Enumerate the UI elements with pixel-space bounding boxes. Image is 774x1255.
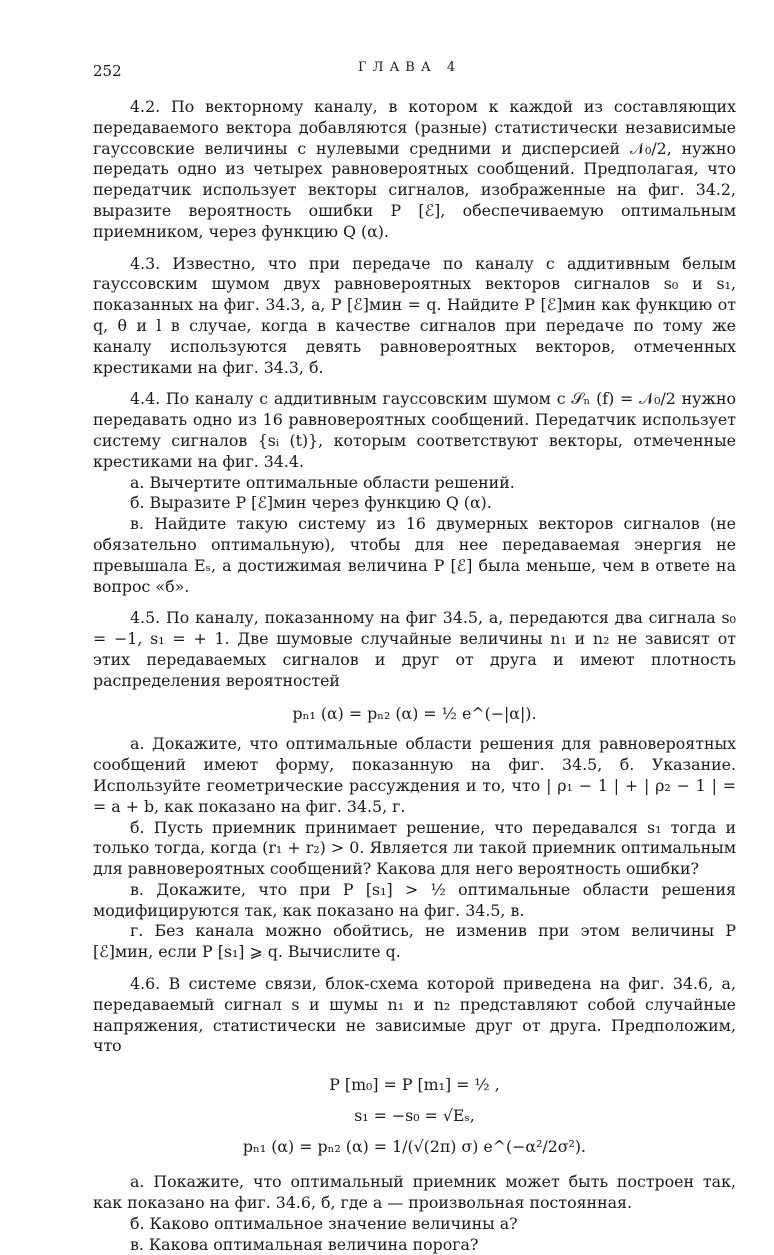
problem-4-2: 4.2. По векторному каналу, в котором к каждой из составляющих передаваемого вектора добавляются (разные) статистически независимые гауссовские величины с нулевыми средними и дисперсией 𝒩₀/2, нужно передать одно из четырех равновероятных сообщений. Предполагая, что передатчик использует векторы сигналов, изображенные на фиг. 34.2, выразите вероятность ошибки P [ℰ], обеспечиваемую оптимальным приемником, через функцию Q (α).: [93, 97, 736, 241]
formula-priors: P [m₀] = P [m₁] = ½ ,: [329, 1075, 500, 1095]
problem-4-5-a: а. Докажите, что оптимальные области решения для равновероятных сообщений имеют форму, показанную на фиг. 34.5, б. Указание. Используйте геометрические рассуждения и то, что | ρ₁ − 1 | + | ρ₂ − 1 | = = a + b, как показано на фиг. 34.5, г.: [93, 734, 736, 816]
chapter-title: ГЛАВА 4: [358, 60, 462, 75]
problem-4-5-b: б. Пусть приемник принимает решение, что передавался s₁ тогда и только тогда, когда (r₁ + r₂) > 0. Является ли такой приемник оптимальным для равновероятных сообщений? Какова для него вероятность ошибки?: [93, 817, 736, 879]
problem-4-5: 4.5. По каналу, показанному на фиг 34.5, а, передаются два сигнала s₀ = −1, s₁ = + 1. Две шумовые случайные величины n₁ и n₂ не зависят от этих передаваемых сигналов и друг от друга и имеют плотность распределения вероятностей: [93, 608, 736, 690]
problem-4-4-c: в. Найдите такую систему из 16 двумерных векторов сигналов (не обязательно оптимальную), чтобы для нее передаваемая энергия не превышала Eₛ, а достижимая величина P [ℰ] была меньше, чем в ответе на вопрос «б».: [93, 514, 736, 596]
formula-block-4-6: [93, 1069, 736, 1162]
problem-4-6-b: б. Каково оптимальное значение величины a?: [130, 1213, 518, 1233]
problem-4-6-a: а. Покажите, что оптимальный приемник может быть построен так, как показано на фиг. 34.6, б, где a — произвольная постоянная.: [93, 1172, 736, 1213]
formula-gaussian: pₙ₁ (α) = pₙ₂ (α) = 1/(√(2π) σ) e^(−α²/2σ²).: [242, 1137, 587, 1157]
problem-4-4: 4.4. По каналу с аддитивным гауссовским шумом с 𝒮ₙ (f) = 𝒩₀/2 нужно передавать одно из 16 равновероятных сообщений. Передатчик использует систему сигналов {sᵢ (t)}, которым соответствуют векторы, отмеченные крестиками на фиг. 34.4.: [93, 389, 736, 471]
formula-noise-density: pₙ₁ (α) = pₙ₂ (α) = ½ e^(−|α|).: [292, 703, 537, 723]
problem-4-4-a: а. Вычертите оптимальные области решений.: [130, 472, 515, 492]
problem-4-6-c: в. Какова оптимальная величина порога?: [130, 1234, 479, 1254]
problem-4-5-d: г. Без канала можно обойтись, не изменив при этом величины P [ℰ]мин, если P [s₁] ⩾ q. Вычислите q.: [93, 921, 736, 962]
formula-signals: s₁ = −s₀ = √Eₛ,: [354, 1106, 475, 1126]
problem-4-6: 4.6. В системе связи, блок-схема которой приведена на фиг. 34.6, а, передаваемый сигнал s и шумы n₁ и n₂ представляют собой случайные напряжения, статистически не зависимые друг от друга. Предположим, что: [93, 974, 736, 1056]
page-content: [93, 97, 736, 1255]
problem-4-3: 4.3. Известно, что при передаче по каналу с аддитивным белым гауссовским шумом двух равновероятных векторов сигналов s₀ и s₁, показанных на фиг. 34.3, а, P [ℰ]мин = q. Найдите P [ℰ]мин как функцию от q, θ и l в случае, когда в качестве сигналов при передаче по тому же каналу используются девять равновероятных векторов, отмеченных крестиками на фиг. 34.3, б.: [93, 253, 736, 377]
problem-4-4-b: б. Выразите P [ℰ]мин через функцию Q (α).: [130, 493, 492, 513]
page-number: 252: [93, 62, 122, 80]
page-header: [93, 58, 734, 82]
problem-4-5-c: в. Докажите, что при P [s₁] > ½ оптимальные области решения модифицируются так, как показано на фиг. 34.5, в.: [93, 879, 736, 920]
